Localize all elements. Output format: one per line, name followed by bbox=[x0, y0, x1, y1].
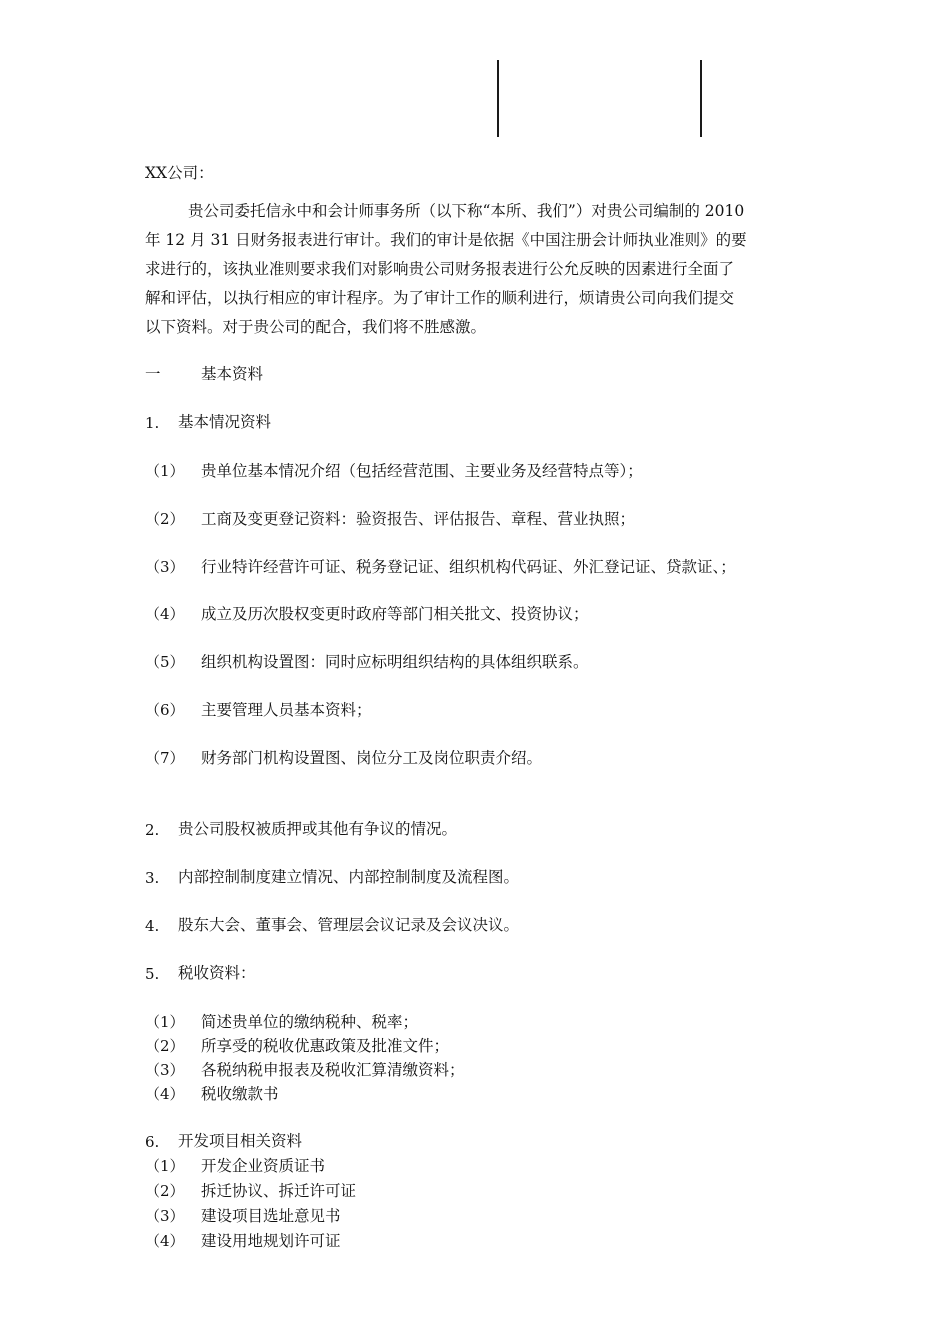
subitem-number: （5） bbox=[145, 653, 185, 671]
subitem-text: 建设用地规划许可证 bbox=[201, 1232, 341, 1250]
item-number: 2. bbox=[145, 821, 160, 839]
subitem-text: 拆迁协议、拆迁许可证 bbox=[201, 1182, 357, 1200]
section-title: 基本资料 bbox=[201, 365, 264, 383]
intro-line: 贵公司委托信永中和会计师事务所（以下称“本所、我们”）对贵公司编制的 2010 bbox=[188, 202, 745, 220]
subitem-text: 工商及变更登记资料：验资报告、评估报告、章程、营业执照； bbox=[201, 510, 636, 528]
subitem-text: 行业特许经营许可证、税务登记证、组织机构代码证、外汇登记证、贷款证、； bbox=[201, 558, 736, 576]
item-number: 5. bbox=[145, 965, 160, 983]
subitem-number: （1） bbox=[145, 1013, 185, 1031]
subitem-number: （3） bbox=[145, 1061, 185, 1079]
subitem-number: （2） bbox=[145, 510, 185, 528]
subitem-number: （4） bbox=[145, 1085, 185, 1103]
item-number: 4. bbox=[145, 917, 160, 935]
subitem-number: （4） bbox=[145, 605, 185, 623]
section-number: 一 bbox=[145, 365, 161, 383]
subitem-number: （7） bbox=[145, 749, 185, 767]
subitem-text: 建设项目选址意见书 bbox=[201, 1207, 341, 1225]
subitem-text: 各税纳税申报表及税收汇算清缴资料； bbox=[201, 1061, 465, 1079]
subitem-text: 所享受的税收优惠政策及批准文件； bbox=[201, 1037, 450, 1055]
intro-line: 年 12 月 31 日财务报表进行审计。我们的审计是依据《中国注册会计师执业准则》的要 bbox=[145, 231, 747, 249]
subitem-text: 开发企业资质证书 bbox=[201, 1157, 326, 1175]
subitem-text: 财务部门机构设置图、岗位分工及岗位职责介绍。 bbox=[201, 749, 543, 767]
item-title: 股东大会、董事会、管理层会议记录及会议决议。 bbox=[178, 916, 520, 934]
subitem-number: （1） bbox=[145, 1157, 185, 1175]
salutation: XX公司： bbox=[145, 164, 214, 182]
subitem-text: 成立及历次股权变更时政府等部门相关批文、投资协议； bbox=[201, 605, 589, 623]
subitem-number: （2） bbox=[145, 1037, 185, 1055]
item-title: 内部控制制度建立情况、内部控制制度及流程图。 bbox=[178, 868, 520, 886]
item-title: 基本情况资料 bbox=[178, 413, 272, 431]
subitem-number: （4） bbox=[145, 1232, 185, 1250]
subitem-number: （1） bbox=[145, 462, 185, 480]
subitem-number: （3） bbox=[145, 1207, 185, 1225]
intro-line: 求进行的，该执业准则要求我们对影响贵公司财务报表进行公允反映的因素进行全面了 bbox=[145, 260, 735, 278]
subitem-number: （3） bbox=[145, 558, 185, 576]
item-title: 开发项目相关资料 bbox=[178, 1132, 303, 1150]
item-title: 贵公司股权被质押或其他有争议的情况。 bbox=[178, 820, 458, 838]
item-title: 税收资料： bbox=[178, 964, 256, 982]
subitem-text: 贵单位基本情况介绍（包括经营范围、主要业务及经营特点等）； bbox=[201, 462, 643, 480]
subitem-text: 简述贵单位的缴纳税种、税率； bbox=[201, 1013, 419, 1031]
subitem-text: 主要管理人员基本资料； bbox=[201, 701, 372, 719]
subitem-number: （2） bbox=[145, 1182, 185, 1200]
item-number: 6. bbox=[145, 1133, 160, 1151]
subitem-text: 税收缴款书 bbox=[201, 1085, 279, 1103]
intro-line: 解和评估，以执行相应的审计程序。为了审计工作的顺利进行，烦请贵公司向我们提交 bbox=[145, 289, 735, 307]
item-number: 1. bbox=[145, 414, 160, 432]
intro-line: 以下资料。对于贵公司的配合，我们将不胜感激。 bbox=[145, 318, 487, 336]
subitem-number: （6） bbox=[145, 701, 185, 719]
item-number: 3. bbox=[145, 869, 160, 887]
subitem-text: 组织机构设置图：同时应标明组织结构的具体组织联系。 bbox=[201, 653, 589, 671]
